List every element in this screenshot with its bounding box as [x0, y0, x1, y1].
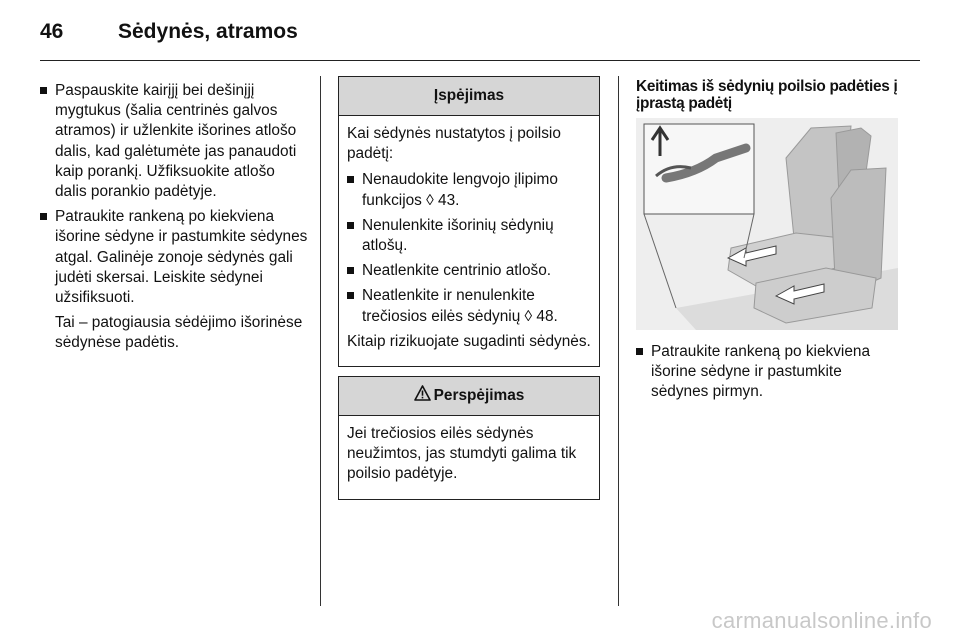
warning-triangle-icon: [414, 385, 431, 407]
bullet-square-icon: [40, 87, 47, 94]
bullet-square-icon: [347, 176, 354, 183]
notice-intro: Kai sėdynės nustatytos į poilsio padėtį:: [347, 125, 561, 163]
bullet-item: Neatlenkite ir nenulenkite trečiosios eilės sėdynių ◊ 48.: [347, 286, 591, 326]
header-rule: [40, 60, 920, 61]
bullet-item: Patraukite rankeną po kiekviena išorine sėdyne ir pastumkite sėdynes pirmyn.: [636, 342, 902, 403]
warning-box: [338, 376, 600, 500]
warning-box-body: [339, 416, 599, 499]
section-title: Sėdynės, atramos: [118, 20, 298, 43]
bullet-item: Patraukite rankeną po kiekviena išorine sėdyne ir pastumkite sėdynes atgal. Galinėje zonoje sėdynės gali judėti skersai. Leiskite sėdynei užsifiksuoti.: [40, 207, 308, 308]
bullet-square-icon: [347, 267, 354, 274]
page-header: [40, 14, 298, 50]
bullet-square-icon: [347, 222, 354, 229]
bullet-item: Nenulenkite išorinių sėdynių atlošų.: [347, 216, 591, 256]
bullet-square-icon: [636, 348, 643, 355]
column-divider-left: [320, 76, 321, 606]
bullet-item: Paspauskite kairįjį bei dešinįjį mygtukus (šalia centrinės galvos atramos) ir užlenkite išorines atlošo dalis, kad galėtumėte jas panaudoti kaip porankį. Užfiksuokite atlošo dalis porankio padėtyje.: [40, 81, 308, 202]
bullet-square-icon: [347, 292, 354, 299]
column-2: [338, 76, 600, 500]
bullet-item: Nenaudokite lengvojo įlipimo funkcijos ◊ 43.: [347, 170, 591, 210]
page-number: 46: [40, 20, 64, 43]
notice-box-body: [339, 116, 599, 366]
sub-heading: Keitimas iš sėdynių poilsio padėties į įprastą padėtį: [636, 78, 898, 112]
notice-box: [338, 76, 600, 367]
seat-illustration: [636, 118, 898, 330]
warning-text: Jei trečiosios eilės sėdynės neužimtos, jas stumdyti galima tik poilsio padėtyje.: [347, 425, 577, 483]
column-3: [636, 78, 902, 408]
watermark: carmanualsonline.info: [711, 608, 932, 633]
column-divider-right: [618, 76, 619, 606]
paragraph: Tai – patogiausia sėdėjimo išorinėse sėdynėse padėtis.: [55, 314, 303, 352]
bullet-square-icon: [40, 213, 47, 220]
bullet-item: Neatlenkite centrinio atlošo.: [347, 261, 591, 281]
notice-outro: Kitaip rizikuojate sugadinti sėdynės.: [347, 332, 591, 350]
warning-box-title: Perspėjimas: [339, 377, 599, 416]
column-1: [40, 81, 308, 359]
notice-box-title: Įspėjimas: [339, 77, 599, 116]
